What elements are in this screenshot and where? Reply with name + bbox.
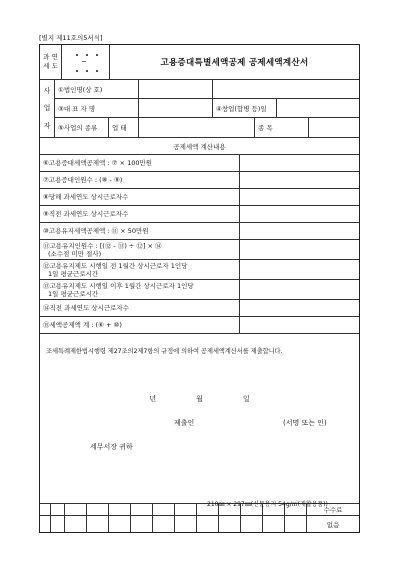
corp-name-label: ①법인명(상 호) bbox=[55, 80, 139, 98]
calc-value-field[interactable] bbox=[240, 155, 359, 171]
declaration-section bbox=[40, 334, 359, 504]
calc-row-10 bbox=[40, 223, 359, 240]
fee-grid-cell bbox=[153, 516, 175, 532]
fee-grid-cell bbox=[40, 516, 51, 532]
day-label: 일 bbox=[242, 395, 250, 403]
calc-value-field[interactable] bbox=[240, 317, 359, 333]
calc-label: ⑥고용증대세액공제액 : ⑦ × 100만원 bbox=[40, 155, 240, 171]
fee-grid-cell bbox=[87, 504, 109, 515]
fee-grid-cell bbox=[65, 504, 87, 515]
corp-name-extra-field[interactable] bbox=[213, 80, 359, 98]
fee-grid-cell bbox=[131, 504, 153, 515]
calc-label: ⑫고용유지제도 시행일 전 1월간 상시근로자 1인당 1일 평균근로시간 bbox=[40, 260, 240, 279]
tax-year-label: 과세 연도 bbox=[40, 45, 62, 79]
paper-spec: 210㎜ × 297㎜(신문용지 54g/㎡(재활용품)) bbox=[207, 501, 328, 508]
fee-grid-cell bbox=[51, 516, 65, 532]
fee-value: 없음 bbox=[326, 520, 340, 529]
fee-grid-cell bbox=[87, 516, 109, 532]
representative-label: ③대 표 자 명 bbox=[55, 99, 139, 117]
date-dot bbox=[86, 70, 88, 72]
item-field[interactable] bbox=[309, 118, 359, 137]
calc-row-6 bbox=[40, 155, 359, 172]
calc-value-field[interactable] bbox=[240, 206, 359, 222]
fee-grid-cell bbox=[263, 516, 285, 532]
form-number: [별지 제11호의5서식] bbox=[39, 34, 103, 42]
calc-value-field[interactable] bbox=[240, 172, 359, 188]
calc-row-9 bbox=[40, 206, 359, 223]
fee-grid-cell bbox=[175, 516, 197, 532]
year-label: 년 bbox=[149, 395, 157, 403]
calc-row-14 bbox=[40, 300, 359, 317]
industry-field[interactable] bbox=[139, 118, 255, 137]
fee-grid-cell bbox=[241, 516, 263, 532]
calc-row-15 bbox=[40, 317, 359, 334]
calc-value-field[interactable] bbox=[240, 223, 359, 239]
calc-value-field[interactable] bbox=[240, 260, 359, 279]
date-dot bbox=[96, 54, 98, 56]
calc-value-field[interactable] bbox=[240, 280, 359, 299]
calc-value-field[interactable] bbox=[240, 300, 359, 316]
founding-date-field[interactable] bbox=[277, 99, 359, 117]
date-range-tilde: ~ bbox=[81, 58, 87, 66]
month-label: 월 bbox=[196, 395, 203, 403]
tax-year-field[interactable] bbox=[62, 45, 110, 79]
title-row bbox=[40, 45, 359, 80]
calc-label: ⑨직전 과세연도 상시근로자수 bbox=[40, 206, 240, 222]
signature-label[interactable]: (서명 또는 인) bbox=[283, 419, 327, 427]
corp-name-field[interactable] bbox=[139, 80, 213, 98]
representative-row bbox=[55, 99, 359, 118]
date-dot bbox=[96, 70, 98, 72]
industry-label: 업 태 bbox=[109, 118, 139, 137]
calc-row-12 bbox=[40, 260, 359, 280]
date-dot bbox=[76, 70, 78, 72]
fee-grid-cell bbox=[197, 516, 219, 532]
calc-section-header bbox=[40, 138, 359, 155]
calc-label: ⑧당해 과세연도 상시근로자수 bbox=[40, 189, 240, 205]
declaration-text: 조세특례제한법시행령 제27조의2제7항의 규정에 의하여 공제세액계산서를 제출합니다. bbox=[46, 348, 283, 355]
representative-field[interactable] bbox=[139, 99, 213, 117]
fee-grid-cell bbox=[153, 504, 175, 515]
fee-grid-cell bbox=[40, 504, 51, 515]
calc-label: ⑭직전 과세연도 상시근로자수 bbox=[40, 300, 240, 316]
calc-label: ⑦고용증대인원수 : (⑧ - ⑨) bbox=[40, 172, 240, 188]
date-dot bbox=[76, 54, 78, 56]
calc-row-13 bbox=[40, 280, 359, 300]
fee-grid-cell bbox=[65, 516, 87, 532]
business-side-label: 사 업 자 bbox=[40, 80, 55, 137]
calc-value-field[interactable] bbox=[240, 189, 359, 205]
fee-grid-cell bbox=[51, 504, 65, 515]
business-type-label: ⑤사업의 종류 bbox=[55, 118, 109, 137]
calc-label: ⑩고용유지세액공제액 : ⑪ × 50만원 bbox=[40, 223, 240, 239]
calc-row-7 bbox=[40, 172, 359, 189]
submitter-label: 제출인 bbox=[174, 419, 195, 427]
tax-credit-form bbox=[39, 44, 360, 533]
corp-name-row bbox=[55, 80, 359, 99]
business-type-row bbox=[55, 118, 359, 137]
founding-date-label: ④창업(합병 등)일 bbox=[213, 99, 277, 117]
fee-grid-cell bbox=[285, 516, 307, 532]
fee-grid-cell bbox=[109, 504, 131, 515]
calc-row-8 bbox=[40, 189, 359, 206]
fee-grid-cell bbox=[109, 516, 131, 532]
fee-grid-cell bbox=[131, 516, 153, 532]
calc-label: ⑬고용유지제도 시행일 이후 1월간 상시근로자 1인당 1일 평균근로시간 bbox=[40, 280, 240, 299]
calc-label: ⑪고용유지인원수 : [(⑫ - ⑬) ÷ ⑫] × ⑭ (소수점 미만 절사) bbox=[40, 240, 240, 259]
fee-grid-cell bbox=[219, 516, 241, 532]
date-dot bbox=[86, 54, 88, 56]
fee-grid-cell bbox=[175, 504, 197, 515]
business-info-section bbox=[40, 80, 359, 138]
calc-value-field[interactable] bbox=[240, 240, 359, 259]
form-title: 고용증대특별세액공제 공제세액계산서 bbox=[160, 58, 309, 68]
fee-label: 수수료 bbox=[323, 506, 343, 514]
item-label: 종 목 bbox=[255, 118, 309, 137]
submission-date bbox=[40, 394, 359, 404]
section-title: 공제세액 계산내용 bbox=[173, 142, 226, 151]
calc-row-11 bbox=[40, 240, 359, 260]
fee-row bbox=[40, 516, 359, 532]
calc-label: ⑮세액공제액 계 : (⑥ + ⑩) bbox=[40, 317, 240, 333]
fee-section bbox=[40, 504, 359, 532]
addressee: 세무서장 귀하 bbox=[90, 443, 133, 451]
